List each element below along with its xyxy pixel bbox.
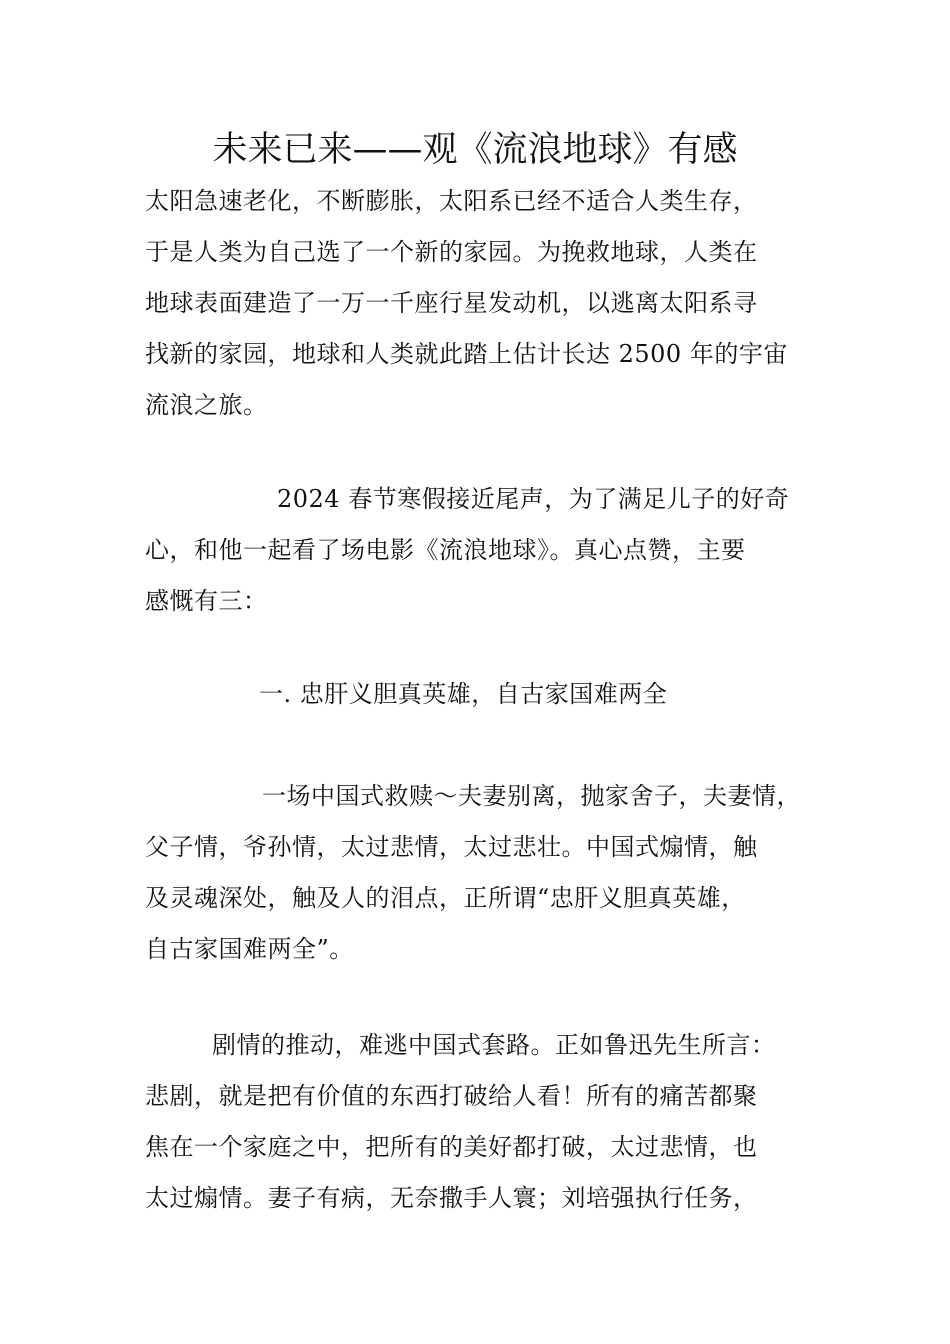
- section-heading-text: 一. 忠肝义胆真英雄，自古家国难两全: [259, 680, 668, 708]
- paragraph-line: 找新的家园，地球和人类就此踏上估计长达 2500 年的宇宙: [145, 340, 788, 368]
- paragraph-line: 太阳急速老化，不断膨胀，太阳系已经不适合人类生存，: [145, 187, 758, 215]
- paragraph-line: 心，和他一起看了场电影《流浪地球》。真心点赞，主要: [145, 536, 746, 564]
- paragraph-plot: [145, 1020, 845, 1224]
- paragraph-redemption: [145, 771, 845, 975]
- paragraph-line: 自古家国难两全”。: [145, 935, 354, 963]
- paragraph-line: 2024 春节寒假接近尾声，为了满足儿子的好奇: [277, 485, 790, 513]
- paragraph-intro: [145, 176, 845, 431]
- paragraph-line: 悲剧，就是把有价值的东西打破给人看！所有的痛苦都聚: [145, 1082, 758, 1110]
- paragraph-line: 地球表面建造了一万一千座行星发动机，以逃离太阳系寻: [145, 289, 758, 317]
- paragraph-line: 焦在一个家庭之中，把所有的美好都打破，太过悲情，也: [145, 1133, 758, 1161]
- paragraph-line: 流浪之旅。: [145, 391, 268, 419]
- section-heading: [145, 669, 845, 720]
- paragraph-line: 父子情，爷孙情，太过悲情，太过悲壮。中国式煽情，触: [145, 833, 758, 861]
- paragraph-line: 于是人类为自己选了一个新的家园。为挽救地球，人类在: [145, 238, 758, 266]
- paragraph-line: 剧情的推动，难逃中国式套路。正如鲁迅先生所言：: [212, 1031, 776, 1059]
- paragraph-line: 感慨有三：: [145, 587, 268, 615]
- paragraph-line: 及灵魂深处，触及人的泪点，正所谓“忠肝义胆真英雄，: [145, 884, 746, 912]
- document-title: 未来已来——观《流浪地球》有感: [212, 130, 738, 170]
- paragraph-line: 太过煽情。妻子有病，无奈撒手人寰；刘培强执行任务，: [145, 1184, 758, 1212]
- paragraph-spring-festival: [145, 474, 845, 627]
- paragraph-line: 一场中国式救赎～夫妻别离，抛家舍子，夫妻情，: [262, 782, 801, 810]
